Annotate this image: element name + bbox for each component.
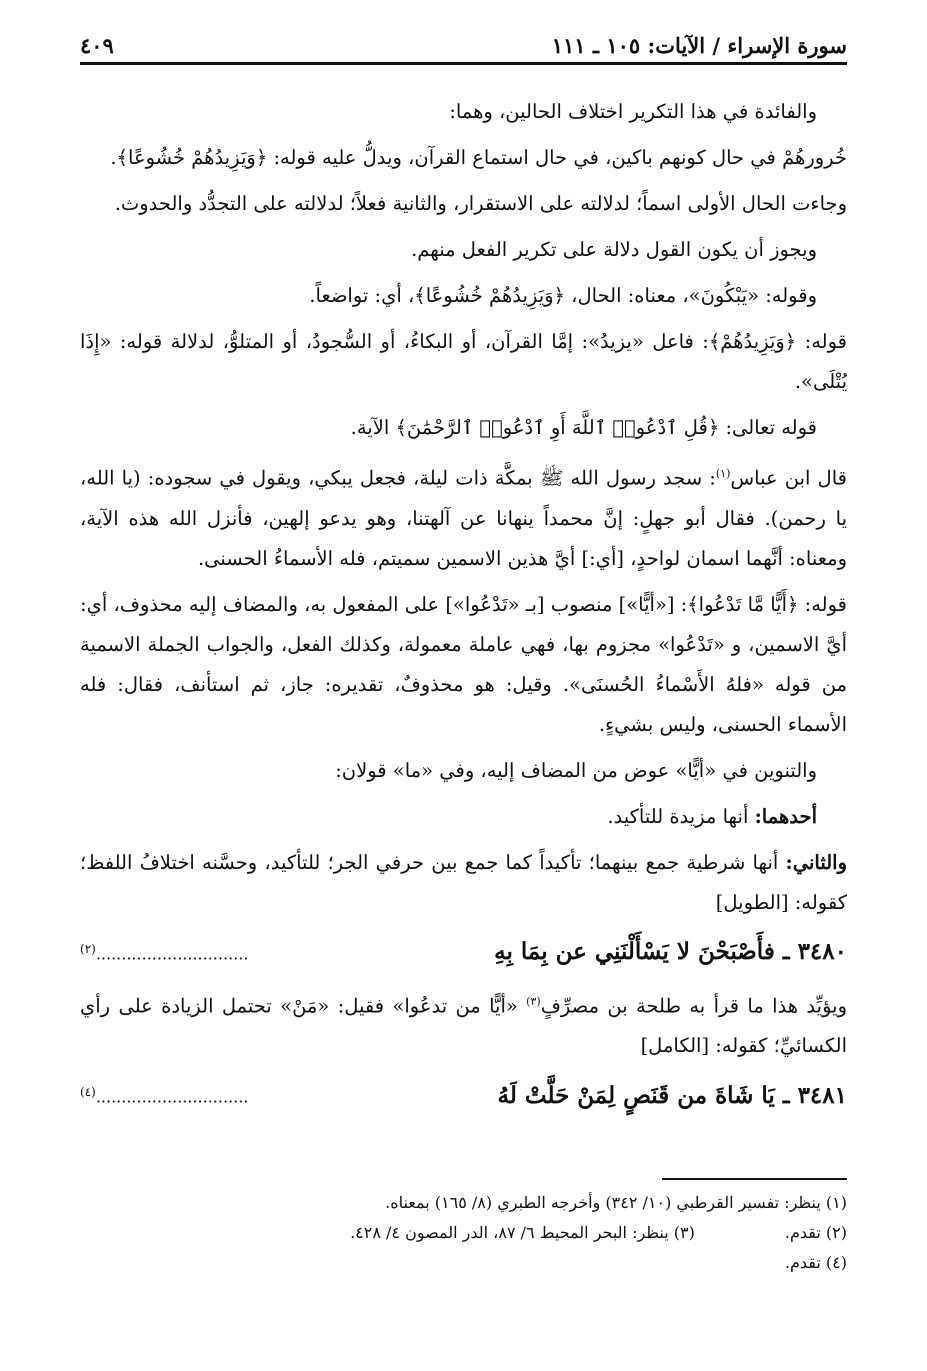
paragraph-7: قوله تعالى: ﴿قُلِ ٱدْعُوا۟ ٱللَّهَ أَوِ ٱدْعُوا۟ ٱلرَّحْمَٰنَ﴾ الآية. [350, 416, 817, 439]
paragraph-12 [80, 843, 847, 923]
verse-dots [80, 1072, 248, 1117]
paragraph-11 [80, 797, 847, 837]
footnote-2: (٢) تقدم. [784, 1223, 847, 1242]
verse-footnote-ref: (٤) [80, 1085, 96, 1100]
footnote-ref-3: (٣) [526, 994, 541, 1008]
first-view-label: أحدهما: [754, 804, 817, 828]
paragraph-13-start: ويؤيِّد هذا ما قرأ به طلحة بن مصرِّفٍ [540, 994, 848, 1018]
first-view-text: أنها مزيدة للتأكيد. [607, 804, 755, 828]
paragraph-8 [80, 454, 847, 579]
footnote-ref-1: (١) [715, 467, 731, 480]
poem-verse-3480 [80, 929, 847, 974]
second-view-text: أنها شرطية جمع بينهما؛ تأكيداً كما جمع بين حرفي الجر؛ للتأكيد، وحسَّنه اختلافُ اللفظ؛ كقوله: [الطويل] [80, 850, 847, 914]
verse-text: ٣٤٨٠ ـ فأَصْبَحْنَ لا يَسْأَلْنَنِي عن بِمَا بِهِ [494, 937, 847, 965]
paragraph-8-start: قال ابن عباس [730, 466, 847, 490]
footnote-3: (٣) ينظر: البحر المحيط ٦/ ٨٧، الدر المصون ٤/ ٤٢٨. [350, 1223, 695, 1242]
paragraph-8-rest: : سجد رسول الله ﷺ بمكَّة ذات ليلة، فجعل يبكي، ويقول في سجوده: (يا الله، يا رحمن). فقال أبو جهلٍ: إنَّ محمداً ينهانا عن آلهتنا، وهو يدعو إلهين، فأنزل الله هذه الآية، ومعناه: أنَّهما اسمان لواحدٍ، [أي:] أيَّ هذين الاسمين سميتم، فله الأسماءُ الحسنى. [80, 466, 847, 570]
paragraph-1: والفائدة في هذا التكرير اختلاف الحالين، وهما: [449, 100, 817, 123]
paragraph-13-rest: «أيًّا من تدعُوا» فقيل: «مَنْ» تحتمل الزيادة على رأي الكسائيِّ؛ كقوله: [الكامل] [80, 994, 847, 1058]
ellipsis: .............................. [95, 943, 249, 963]
poem-verse-3481 [80, 1072, 847, 1117]
footnote-row [80, 1218, 847, 1248]
paragraph-6: قوله: ﴿وَيَزِيدُهُمْ﴾: فاعل «يزيدُ»: إمَّا القرآن، أو البكاءُ، أو السُّجودُ، أو المتلوُّ، لدلالة قوله: «إِذَا يُتْلَى». [80, 330, 847, 393]
second-view-label: والثاني: [785, 850, 847, 874]
page-number: ٤٠٩ [80, 33, 114, 58]
verse-footnote-ref: (٢) [80, 941, 96, 956]
paragraph-9: قوله: ﴿أَيًّا مَّا تَدْعُوا﴾: [«أيًّا»] منصوب [بـ «تَدْعُوا»] على المفعول به، والمضاف إليه محذوف، أي: أيَّ الاسمين، و «تَدْعُوا» مجزوم بها، فهي عاملة معمولة، وكذلك الفعل، والجواب الجملة الاسمية من قوله «فلهُ الأَسْماءُ الحُسنَى». وقيل: هو محذوفٌ، تقديره: جاز، ثم استأنف، فقال: فله الأسماء الحسنى، وليس بشيءٍ. [80, 592, 847, 736]
footnote-4: (٤) تقدم. [784, 1253, 847, 1272]
paragraph-3: وجاءت الحال الأولى اسماً؛ لدلالته على الاستقرار، والثانية فعلاً؛ لدلالته على التجدُّد والحدوث. [114, 192, 847, 215]
paragraph-4: ويجوز أن يكون القول دلالة على تكرير الفعل منهم. [411, 238, 817, 261]
paragraph-2: خُرورهُمْ في حال كونهم باكين، في حال استماع القرآن، ويدلُّ عليه قوله: ﴿وَيَزِيدُهُمْ خُشُوعًا﴾. [110, 146, 847, 169]
verse-text: ٣٤٨١ ـ يَا شَاةَ من قَنَصٍ لِمَنْ حَلَّتْ لَهُ [497, 1081, 847, 1109]
ellipsis: .............................. [95, 1087, 249, 1107]
chapter-title: سورة الإسراء / الآيات: ١٠٥ ـ ١١١ [551, 33, 847, 58]
paragraph-13 [80, 982, 847, 1067]
paragraph-5: وقوله: «يَبْكُونَ»، معناه: الحال، ﴿وَيَزِيدُهُمْ خُشُوعًا﴾، أي: تواضعاً. [309, 284, 817, 307]
footnotes [80, 1188, 847, 1278]
verse-dots [80, 929, 248, 974]
main-text [80, 92, 847, 1126]
running-header [80, 26, 847, 65]
footnote-1: (١) ينظر: تفسير القرطبي (١٠/ ٣٤٢) وأخرجه الطبري (٨/ ١٦٥) بمعناه. [385, 1193, 847, 1212]
paragraph-10: والتنوين في «أيًّا» عوض من المضاف إليه، وفي «ما» قولان: [335, 758, 817, 782]
footnote-divider [662, 1178, 847, 1180]
